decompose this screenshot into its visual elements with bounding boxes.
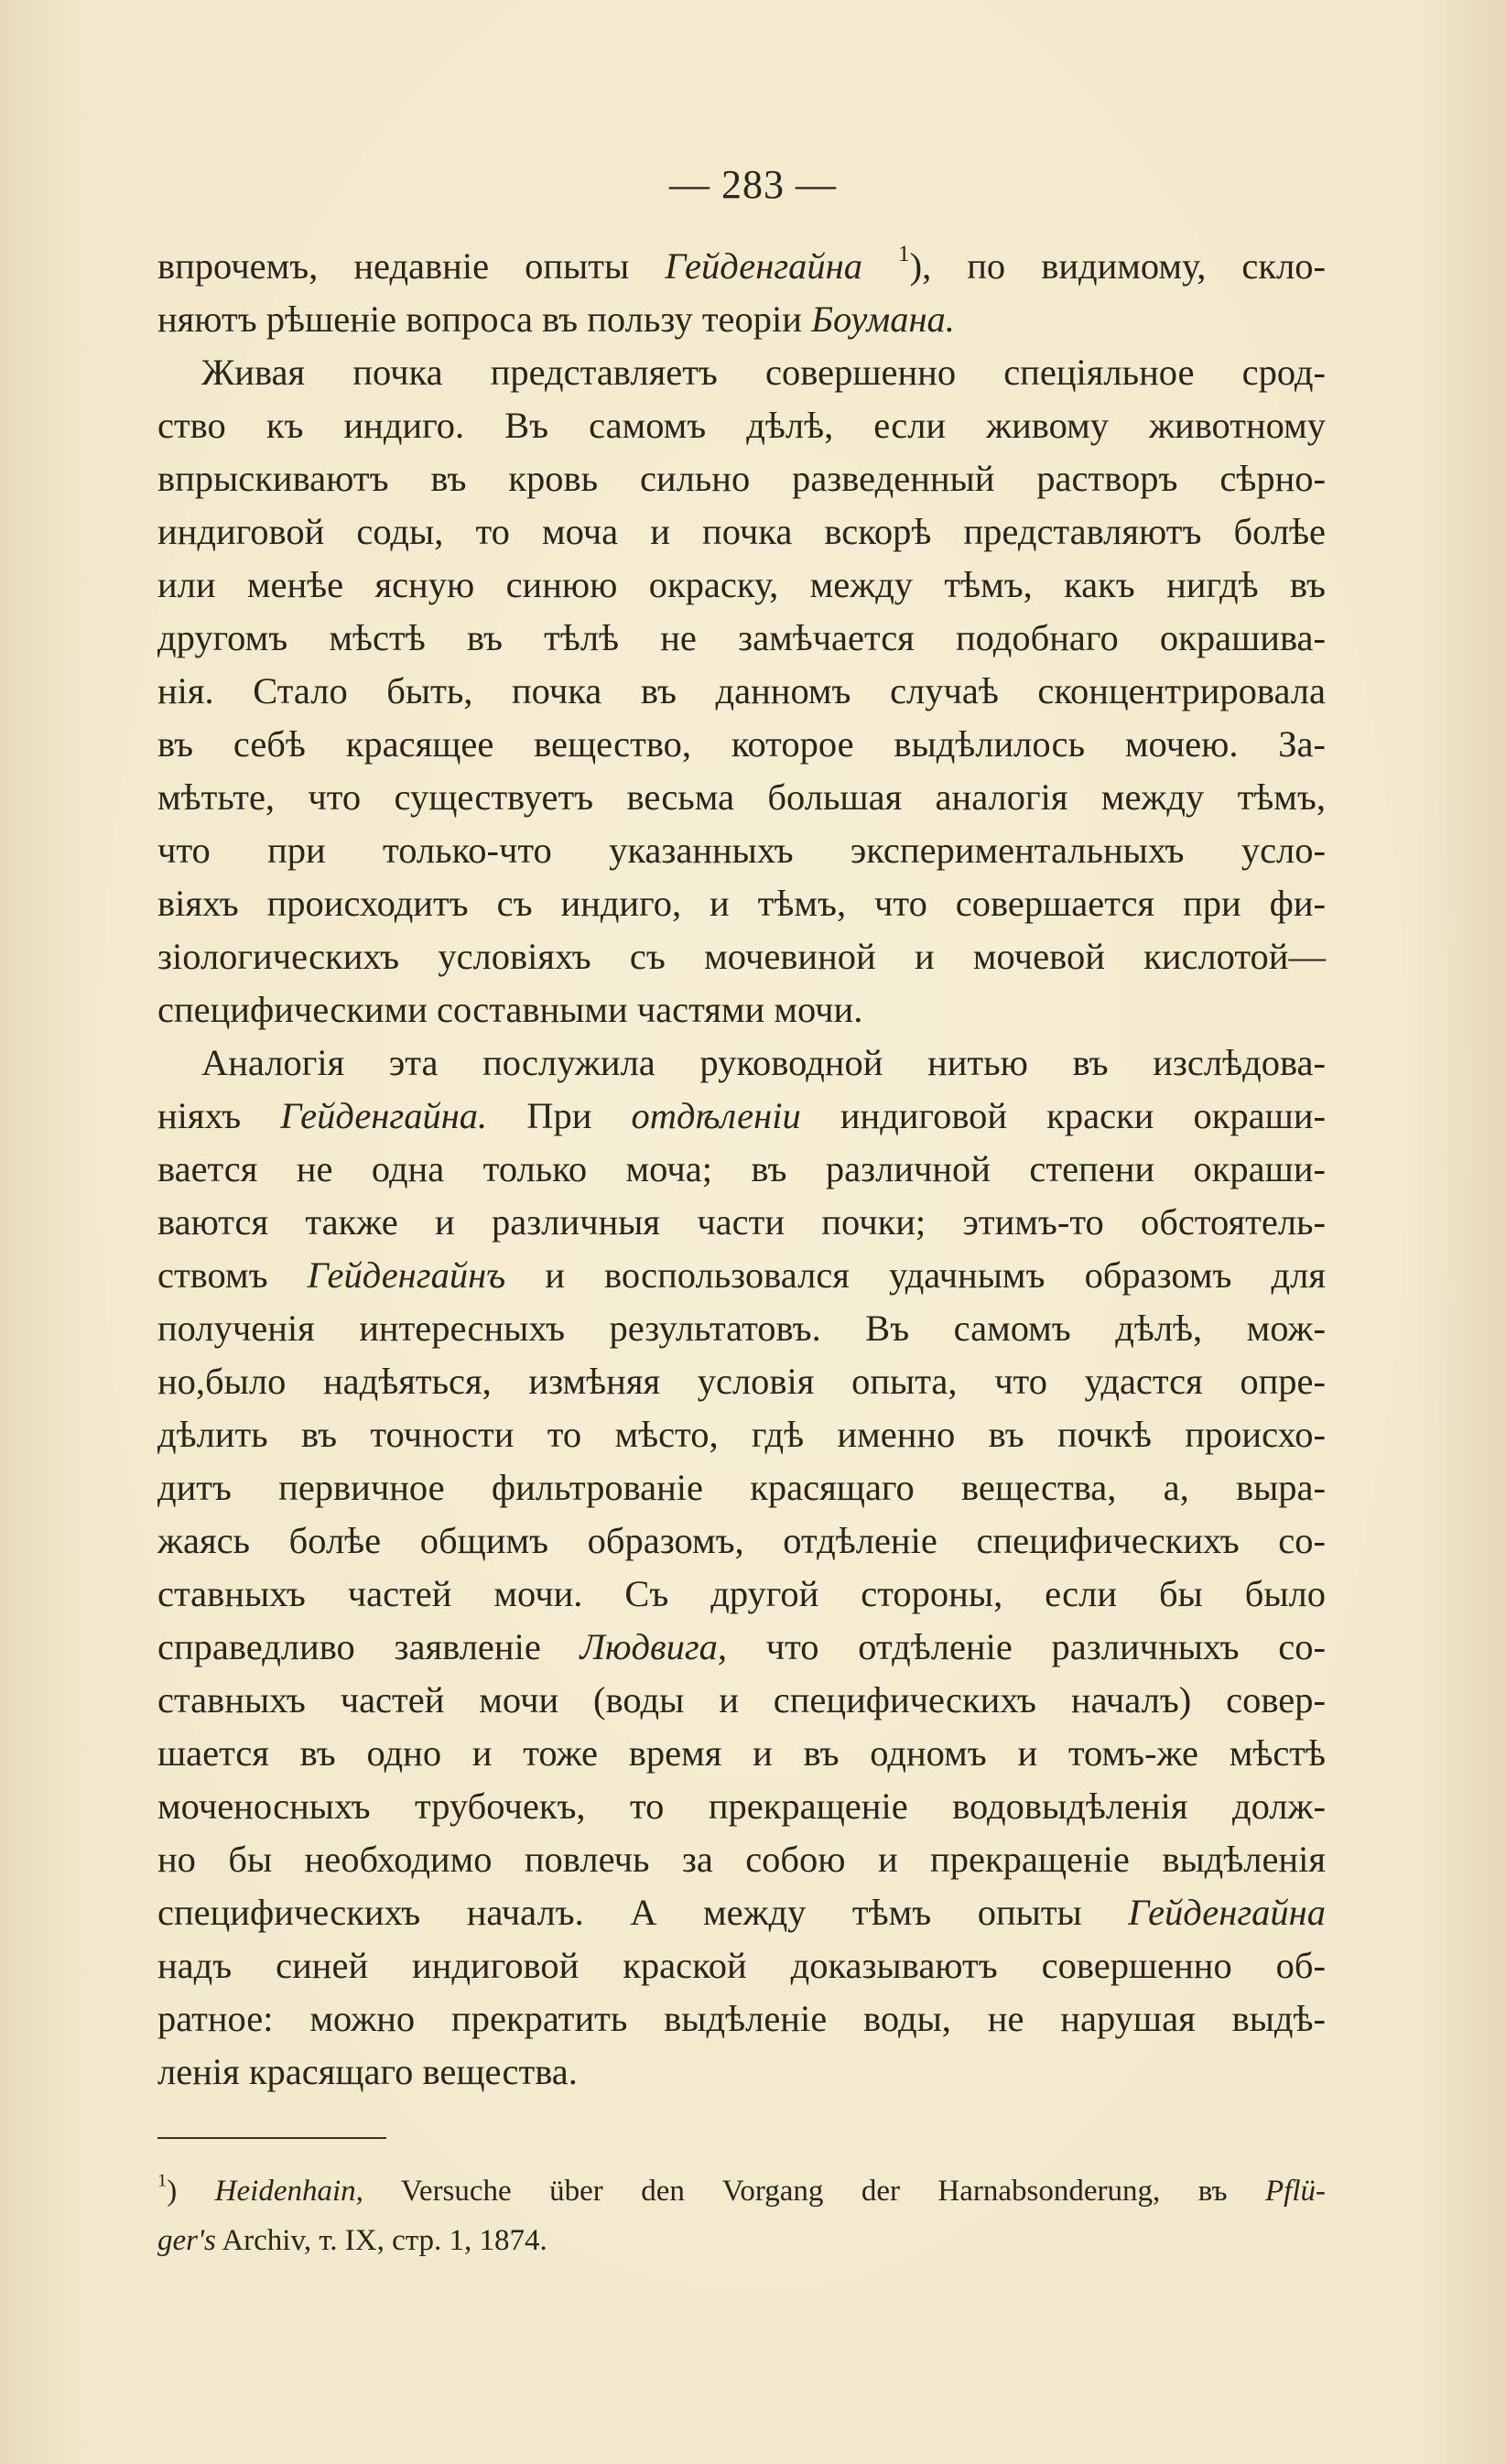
text-line (157, 452, 1326, 505)
text-run: индиговой краски окраши- (800, 1095, 1326, 1136)
text-run: моченосныхъ трубочекъ, то прекращеніе водовыдѣленія долж- (157, 1786, 1326, 1827)
body-text (157, 240, 1326, 2099)
text-line (157, 1780, 1326, 1833)
text-run: ), по видимому, скло- (909, 245, 1327, 287)
text-run: въ себѣ красящее вещество, которое выдѣлилось мочею. За- (157, 723, 1326, 765)
italic-name: ger's (157, 2224, 216, 2257)
text-line (157, 718, 1326, 771)
text-line (157, 2046, 1326, 2099)
text-line (157, 1833, 1326, 1886)
text-line (157, 1992, 1326, 2046)
text-run: что отдѣленіе различныхъ со- (727, 1626, 1326, 1667)
text-run: дѣлить въ точности то мѣсто, гдѣ именно въ почкѣ происхо- (157, 1414, 1326, 1455)
text-line (157, 824, 1326, 877)
footnote-divider (157, 2137, 386, 2139)
italic-name: Людвига, (580, 1626, 728, 1667)
italic-name: Гейденгайна (1128, 1892, 1326, 1933)
text-line (157, 1090, 1326, 1143)
text-line (157, 1939, 1326, 1992)
footnote-line (157, 2166, 1326, 2216)
text-run (862, 245, 898, 287)
text-run: шается въ одно и тоже время и въ одномъ и томъ-же мѣстѣ (157, 1732, 1326, 1774)
paragraph-3 (157, 1037, 1326, 2099)
text-line (157, 665, 1326, 718)
text-run: дитъ первичное фильтрованіе красящаго вещества, а, выра- (157, 1467, 1326, 1508)
text-run: Archiv, т. IX, стр. 1, 1874. (215, 2224, 547, 2257)
text-run: ніяхъ (157, 1095, 281, 1136)
italic-name: Боумана. (811, 299, 955, 340)
text-run: ленія красящаго вещества. (157, 2051, 578, 2092)
footnote-marker: 1 (157, 2170, 168, 2191)
paragraph-1 (157, 240, 1326, 346)
italic-name: Гейденгайна. (280, 1095, 488, 1136)
text-line (157, 930, 1326, 983)
text-run: ) (167, 2175, 215, 2208)
text-line (157, 1249, 1326, 1302)
text-run: и воспользовался удачнымъ образомъ для (505, 1254, 1326, 1296)
text-line (157, 1621, 1326, 1674)
text-line (157, 1408, 1326, 1461)
text-line (157, 1196, 1326, 1249)
text-line (157, 399, 1326, 452)
text-run: При (487, 1095, 632, 1136)
italic-name: Гейденгайнъ (307, 1254, 506, 1296)
text-line (157, 1355, 1326, 1408)
text-run: специфическихъ началъ. А между тѣмъ опыты (157, 1892, 1129, 1933)
italic-name: Pflü- (1265, 2175, 1326, 2208)
italic-name: отдѣленіи (631, 1095, 801, 1136)
text-run: Аналогія эта послужила руководной нитью въ изслѣдова- (201, 1042, 1326, 1083)
italic-name: Heidenhain, (214, 2175, 363, 2208)
footnote (157, 2166, 1326, 2265)
text-run: другомъ мѣстѣ въ тѣлѣ не замѣчается подобнаго окрашива- (157, 617, 1326, 658)
text-run: индиговой соды, то моча и почка вскорѣ представляютъ болѣе (157, 511, 1326, 552)
text-line (157, 1143, 1326, 1196)
text-run: полученія интересныхъ результатовъ. Въ самомъ дѣлѣ, мож- (157, 1308, 1326, 1349)
text-run: мѣтьте, что существуетъ весьма большая аналогія между тѣмъ, (157, 776, 1326, 818)
text-run: справедливо заявленіе (157, 1626, 580, 1667)
text-run: жаясь болѣе общимъ образомъ, отдѣленіе специфическихъ со- (157, 1520, 1326, 1561)
text-run: ставныхъ частей мочи (воды и специфическихъ началъ) совер- (157, 1679, 1326, 1720)
text-run: но,было надѣяться, измѣняя условія опыта, что удастся опре- (157, 1361, 1326, 1402)
text-line (157, 877, 1326, 930)
text-run: віяхъ происходитъ съ индиго, и тѣмъ, что совершается при фи- (157, 883, 1326, 924)
text-line (157, 559, 1326, 612)
text-run: ствомъ (157, 1254, 308, 1296)
text-line (157, 1886, 1326, 1939)
text-run: специфическими составными частями мочи. (157, 989, 863, 1030)
text-line (157, 293, 1326, 346)
text-line (157, 1037, 1326, 1090)
footnote-marker: 1 (898, 242, 910, 267)
text-line (157, 612, 1326, 665)
text-run: зіологическихъ условіяхъ съ мочевиной и мочевой кислотой— (157, 936, 1326, 977)
text-run: или менѣе ясную синюю окраску, между тѣмъ, какъ нигдѣ въ (157, 564, 1326, 605)
text-line (157, 1461, 1326, 1514)
italic-name: Гейденгайна (665, 245, 862, 287)
text-run: Versuche über den Vorgang der Harnabsonderung, въ (363, 2175, 1266, 2208)
text-run: впрыскиваютъ въ кровь сильно разведенный растворъ сѣрно- (157, 458, 1326, 499)
text-run: но бы необходимо повлечь за собою и прекращеніе выдѣленія (157, 1839, 1326, 1880)
text-run: что при только-что указанныхъ экспериментальныхъ усло- (157, 830, 1326, 871)
text-line (157, 505, 1326, 559)
text-run: ство къ индиго. Въ самомъ дѣлѣ, если живому животному (157, 405, 1326, 446)
text-line (157, 771, 1326, 824)
text-run: нія. Стало быть, почка въ данномъ случаѣ сконцентрировала (157, 670, 1326, 711)
text-line (157, 240, 1326, 293)
text-line (157, 983, 1326, 1037)
page-number: — 283 — (669, 162, 837, 207)
text-run: Живая почка представляетъ совершенно спеціяльное срод- (201, 352, 1326, 393)
text-run: няютъ рѣшеніе вопроса въ пользу теоріи (157, 299, 812, 340)
text-line (157, 1514, 1326, 1568)
text-run: ставныхъ частей мочи. Съ другой стороны, если бы было (157, 1573, 1326, 1614)
text-line (157, 1674, 1326, 1727)
text-run: ратное: можно прекратить выдѣленіе воды, не нарушая выдѣ- (157, 1998, 1326, 2039)
text-line (157, 1727, 1326, 1780)
text-run: вается не одна только моча; въ различной степени окраши- (157, 1148, 1326, 1189)
text-run: ваются также и различныя части почки; этимъ-то обстоятель- (157, 1201, 1326, 1243)
footnote-line (157, 2216, 1326, 2265)
text-line (157, 1568, 1326, 1621)
paragraph-2 (157, 346, 1326, 1037)
text-line (157, 1302, 1326, 1355)
text-run: впрочемъ, недавніе опыты (157, 245, 666, 287)
text-line (157, 346, 1326, 399)
text-run: надъ синей индиговой краской доказываютъ совершенно об- (157, 1945, 1326, 1986)
